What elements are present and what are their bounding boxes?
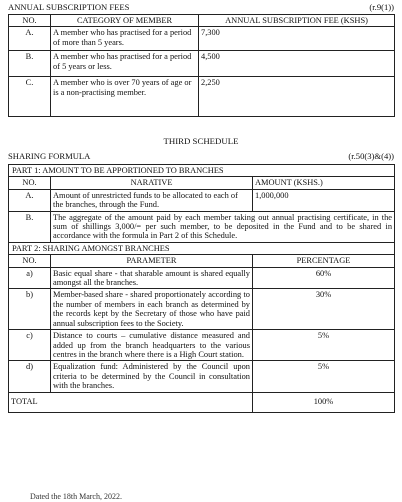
- part2-title: PART 2: SHARING AMONGST BRANCHES: [9, 242, 395, 254]
- part2-col-percentage: PERCENTAGE: [253, 255, 395, 267]
- row-category: A member who has practised for a period of more than 5 years.: [51, 27, 199, 51]
- total-row: [9, 392, 395, 412]
- part1-title: PART 1: AMOUNT TO BE APPORTIONED TO BRANCHES: [9, 165, 395, 177]
- row-amount: 1,000,000: [253, 189, 395, 211]
- part2-header-row: [9, 255, 395, 267]
- part2-title-row: [9, 242, 395, 254]
- row-text: Member-based share - shared proportionately according to the number of members in each branch as determined by the records kept by the Secretary of those who have paid annual subscription fees to the Society.: [51, 289, 253, 330]
- row-no: A.: [9, 27, 51, 51]
- col-no-header: NO.: [9, 15, 51, 27]
- sharing-formula-ref: (r.50(3)&(4)): [348, 151, 394, 161]
- row-pct: 30%: [253, 289, 395, 330]
- row-pct: 5%: [253, 361, 395, 392]
- row-no: b): [9, 289, 51, 330]
- table-row: [9, 77, 395, 117]
- table-row: [9, 267, 395, 289]
- part1-col-no: NO.: [9, 177, 51, 189]
- row-text: Amount of unrestricted funds to be allocated to each of the branches, through the Fund.: [51, 189, 253, 211]
- annual-fees-ref: (r.9(1)): [369, 2, 394, 12]
- table-row: [9, 211, 395, 242]
- row-fee: 7,300: [199, 27, 395, 51]
- row-text: The aggregate of the amount paid by each member taking out annual practising certificate, in the sum of shillings 3,000/= per such member, to be deposited in the Fund and to be shared in accordance with the formula in Part 2 of this Schedule.: [51, 211, 395, 242]
- table-row: [9, 330, 395, 361]
- table-row: [9, 27, 395, 51]
- part1-col-amount: AMOUNT (KSHS.): [253, 177, 395, 189]
- sharing-formula-table: [8, 164, 395, 413]
- annual-fees-header-row: [9, 15, 395, 27]
- annual-fees-header: [8, 3, 394, 13]
- row-no: B.: [9, 51, 51, 77]
- col-fee-header: ANNUAL SUBSCRIPTION FEE (KSHS): [199, 15, 395, 27]
- third-schedule-title: THIRD SCHEDULE: [163, 136, 239, 146]
- annual-fees-table: [8, 14, 395, 117]
- row-no: A.: [9, 189, 51, 211]
- part1-title-row: [9, 165, 395, 177]
- total-label: TOTAL: [9, 392, 253, 412]
- row-text: Equalization fund: Administered by the Council upon criteria to be determined by the Council in consultation with the branches.: [51, 361, 253, 392]
- table-row: [9, 189, 395, 211]
- row-pct: 60%: [253, 267, 395, 289]
- total-value: 100%: [253, 392, 395, 412]
- row-no: d): [9, 361, 51, 392]
- table-row: [9, 361, 395, 392]
- part2-col-no: NO.: [9, 255, 51, 267]
- footer-dated-text: Dated the 18th March, 2022.: [30, 492, 122, 502]
- sharing-formula-header: [8, 152, 394, 162]
- table-row: [9, 51, 395, 77]
- part1-header-row: [9, 177, 395, 189]
- row-text: Basic equal share - that sharable amount is shared equally amongst all the branches.: [51, 267, 253, 289]
- row-category: A member who is over 70 years of age or is a non-practising member.: [51, 77, 199, 117]
- table-row: [9, 289, 395, 330]
- annual-fees-heading: ANNUAL SUBSCRIPTION FEES: [8, 2, 130, 12]
- row-no: B.: [9, 211, 51, 242]
- row-fee: 2,250: [199, 77, 395, 117]
- row-no: C.: [9, 77, 51, 117]
- col-category-header: CATEGORY OF MEMBER: [51, 15, 199, 27]
- row-text: Distance to courts – cumulative distance measured and added up from the branch headquarters to the various centres in the branch where there is a High Court station.: [51, 330, 253, 361]
- row-pct: 5%: [253, 330, 395, 361]
- row-category: A member who has practised for a period of 5 years or less.: [51, 51, 199, 77]
- part2-col-parameter: PARAMETER: [51, 255, 253, 267]
- row-no: c): [9, 330, 51, 361]
- row-fee: 4,500: [199, 51, 395, 77]
- row-no: a): [9, 267, 51, 289]
- part1-col-narative: NARATIVE: [51, 177, 253, 189]
- sharing-formula-title: SHARING FORMULA: [8, 151, 91, 161]
